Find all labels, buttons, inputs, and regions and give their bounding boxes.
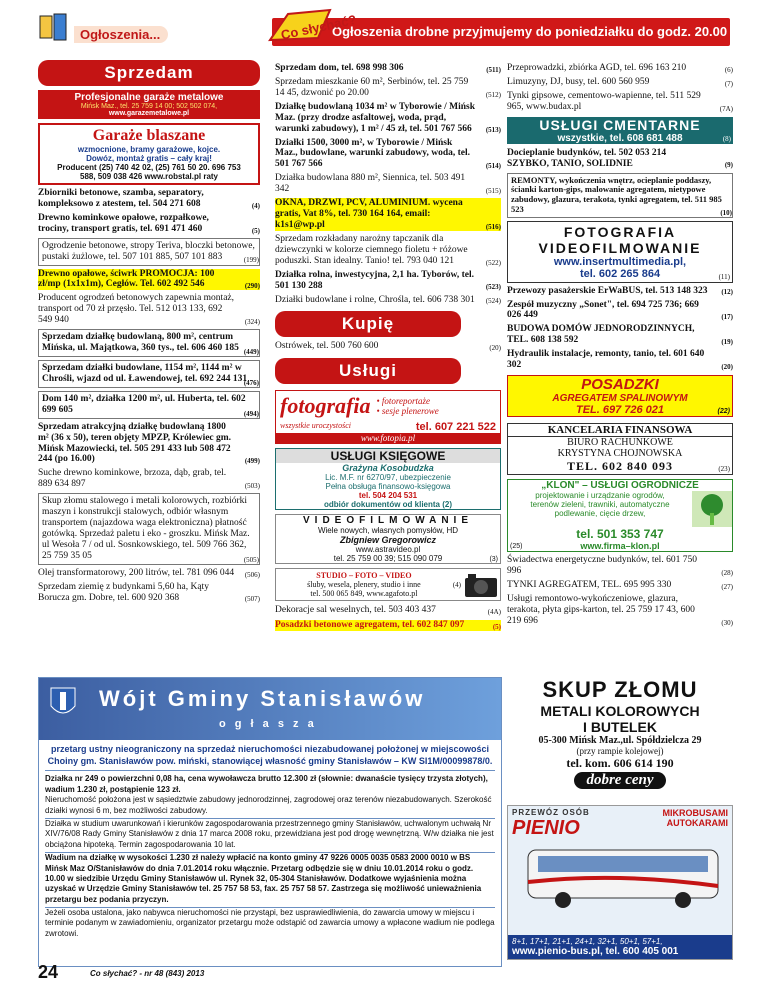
- ad-fotopia: [275, 390, 501, 444]
- classified-ad: [38, 360, 260, 388]
- ad-phone: www.pienio-bus.pl, tel. 600 405 001: [512, 946, 679, 957]
- ad-text: Ostrówek, tel. 500 760 600: [275, 341, 379, 352]
- classified-ad: [507, 324, 733, 346]
- classified-ad: [507, 594, 733, 627]
- ad-text: Sprzedam działkę budowlaną, 800 m², centrum Mińska, ul. Majątkowa, 360 tys., tel. 606 460 185: [42, 332, 239, 354]
- ad-line: BIURO RACHUNKOWE: [567, 437, 673, 449]
- classified-ad: [507, 580, 733, 591]
- ad-number: (494): [243, 409, 259, 418]
- ad-number: (7A): [719, 104, 733, 113]
- announcement-paragraph: Działka w studium uwarunkowań i kierunków zagospodarowania przestrzennego gminy Stanisławów, uchwalonym uchwałą Nr XIV/76/08 Rady Gminy Stanisławów z dnia 17 marca 2008 roku, przewidziana jest pod drogę wewnętrzną. W/w działka nie jest obciążona hipoteką. Termin zagospodarowania 10 lat.: [45, 818, 494, 849]
- ad-number: (522): [485, 258, 501, 267]
- classified-ad: [275, 102, 501, 135]
- ad-title: FOTOGRAFIA: [563, 223, 677, 240]
- ad-www: www.astravideo.pl: [355, 545, 421, 555]
- ad-insertmultimedia: [507, 221, 733, 283]
- camera-icon: [464, 572, 498, 598]
- classified-ad: [275, 234, 501, 267]
- ad-number: (511): [486, 65, 501, 74]
- classified-ad: [38, 238, 260, 266]
- ad-title: USŁUGI KSIĘGOWE: [276, 449, 500, 463]
- ad-line: KRYSTYNA CHOJNOWSKA: [557, 448, 683, 460]
- ad-line: wszystkie uroczystości: [280, 421, 352, 431]
- ad-www: www.fotopia.pl: [276, 433, 500, 443]
- ad-number: (20): [489, 344, 501, 353]
- ad-number: (17): [721, 313, 733, 322]
- ad-line: AUTOKARAMI: [666, 818, 728, 828]
- classified-ad: [507, 300, 733, 322]
- ad-number: (7): [724, 79, 733, 88]
- announcement-lead: przetarg ustny nieograniczony na sprzedaż nieruchomości niezabudowanej położonej w miejscowości Choiny gm. Stanisławów pow. miński, stanowiącej własność gminy Stanisławów – KW SI1M/00099878/0.: [47, 744, 493, 766]
- ad-title: SKUP ZŁOMU: [542, 677, 698, 702]
- ad-phone: Mińsk Maz., tel. 25 759 14 00; 502 502 074,: [80, 103, 218, 110]
- ad-number: (3): [489, 556, 498, 564]
- ad-line: terenów zieleni, trawniki, automatyczne: [530, 500, 670, 510]
- ad-uslugi-cmentarne: [507, 117, 733, 144]
- ad-text: Skup złomu stalowego i metali kolorowych, rozbiórki maszyn i konstrukcji stalowych, odbiór własnym transportem (najazdowa waga elektroniczna) płatność gotówką. Sprzedaż paletu i eko - groszku. Mińsk Maz. ul Wesoła 7 / od ul. Sosnkowskiego, tel. 509 766 362, 25 759 35 05: [42, 496, 250, 561]
- ad-phone: TEL. 602 840 093: [566, 459, 673, 474]
- classified-ad: [275, 173, 501, 195]
- ad-text: Producent ogrodzeń betonowych zapewnia montaż, transport od 70 zł przęsło. Tel. 512 013 133, 692 549 940: [38, 293, 235, 326]
- page-number: 24: [38, 962, 59, 982]
- ad-text: Usługi remontowo-wykończeniowe, glazura, terakota, płyta gips-karton, tel. 25 759 17 43, 600 219 696: [507, 593, 695, 626]
- ad-number: (11): [718, 272, 730, 281]
- ad-number: (503): [244, 482, 260, 491]
- announcement-paragraph: Wadium na działkę w wysokości 1.230 zł należy wpłacić na konto gminy 47 9226 0005 0035 0583 2000 0010 w BS Mińsk Maz O/Stanisławów do dnia 7.01.2014 roku włącznie. Przetarg odbędzie się w dniu 10.01.2014 roku o godz. 10.00 w siedzibie Urzędu Gminy Stanisławów ul. Rynek 32, 05-304 Stanisławów. Dodatkowe wyjaśnienia można uzyskać w Urzędzie Gminy Stanisławów tel. 25 757 58 53, fax. 25 757 58 57. Zastrzega się możliwość unieważnienia przetargu bez podania przyczyn.: [45, 852, 495, 905]
- ad-title: METALI KOLOROWYCH: [540, 703, 700, 719]
- ad-number: (23): [718, 465, 730, 474]
- classified-ad: [38, 568, 260, 579]
- issue-info: Co słychać? - nr 48 (843) 2013: [90, 969, 205, 978]
- classified-ad: [38, 493, 260, 565]
- ad-line: projektowanie i urządzanie ogrodów,: [535, 491, 665, 501]
- ad-number: (4): [251, 201, 260, 210]
- ad-number: (499): [244, 457, 260, 466]
- ad-text: Olej transformatorowy, 200 litrów, tel. 781 096 044: [38, 567, 235, 578]
- ad-line: PRZEWÓZ OSÓB: [512, 808, 590, 817]
- ad-www: www.firma–klon.pl: [580, 541, 660, 552]
- ad-line: odbiór dokumentów od klienta: [323, 500, 440, 510]
- ad-phone: tel. kom. 606 614 190: [566, 756, 674, 770]
- ad-text: Drewno opałowe, ściwrk PROMOCJA: 100 zł/mp (1x1x1m), Cegłów. Tel. 602 492 546: [38, 268, 215, 290]
- classified-ad: [275, 77, 501, 99]
- column-1: [38, 60, 260, 607]
- ad-studio: [275, 568, 501, 601]
- ad-number: (12): [721, 288, 733, 297]
- classified-ad: [507, 91, 733, 113]
- ad-text: Przewozy pasażerskie ErWaBUS, tel. 513 148 323: [507, 285, 708, 296]
- ad-phone: tel. 607 221 522: [415, 421, 496, 434]
- ad-number: (512): [485, 90, 501, 99]
- ad-number: (507): [244, 595, 260, 604]
- classified-list: [38, 188, 260, 604]
- ad-line: 8+1, 17+1, 21+1, 24+1, 32+1, 50+1, 57+1,: [512, 937, 663, 946]
- classified-ad: [275, 605, 501, 616]
- ad-videofilmowanie: [275, 514, 501, 564]
- classified-ad: [507, 555, 733, 577]
- ad-line: (przy rampie kolejowej): [576, 746, 664, 756]
- ad-text: Działkę budowlaną 1034 m² w Tyborowie / Mińsk Maz. (przy drodze asfaltowej, woda, prąd, warunki zabudowy), 1 m² / 45 zł, tel. 501 767 566: [275, 101, 476, 134]
- ad-number: (524): [485, 297, 501, 306]
- classified-ad: [275, 270, 501, 292]
- ad-text: Przeprowadzki, zbiórka AGD, tel. 696 163 210: [507, 63, 687, 73]
- classified-ad: [275, 620, 501, 631]
- ad-text: Sprzedam działki budowlane, 1154 m², 1144 m² w Chrośli, wjazd od ul. Ławendowej, tel. 692 244 131: [42, 362, 248, 384]
- ad-text: Drewno kominkowe opałowe, rozpałkowe, trociny, transport gratis, tel. 691 471 460: [38, 212, 209, 234]
- ad-number: (505): [243, 555, 259, 564]
- ad-posadzki-agregatem: [507, 375, 733, 417]
- ad-text: Działka budowlana 880 m², Siennica, tel. 503 491 342: [275, 173, 466, 195]
- ad-title: Garaże blaszane: [92, 127, 206, 144]
- ad-text: Działki budowlane i rolne, Chrośla, tel. 606 738 301: [275, 294, 475, 305]
- ad-text: Zespół muzyczny „Sonet", tel. 694 725 736; 669 026 449: [507, 299, 699, 321]
- classified-list: [275, 63, 501, 305]
- ad-text: Hydraulik instalacje, remonty, tanio, tel. 601 640 302: [507, 349, 705, 371]
- ad-text: Sprzedam dom, tel. 698 998 306: [275, 63, 404, 73]
- classified-ad: [275, 198, 501, 231]
- ad-text: Świadectwa energetyczne budynków, tel. 601 750 996: [507, 555, 697, 576]
- classified-ad: [38, 188, 260, 210]
- classified-ad: [38, 582, 260, 604]
- ad-line: Dowóz, montaż gratis – cały kraj!: [86, 154, 212, 163]
- ad-number: (5): [251, 226, 260, 235]
- ad-slogan: dobre ceny: [574, 772, 665, 789]
- ad-phone: tel. 25 759 00 39; 515 090 079: [333, 554, 443, 564]
- ad-line: Producent (25) 740 42 02, (25) 761 50 20. 696 753: [57, 163, 241, 172]
- ad-number: (4A): [487, 608, 501, 617]
- ad-title: KANCELARIA FINANSOWA: [508, 424, 732, 437]
- ad-number: (8): [722, 134, 731, 143]
- ad-number: (514): [485, 162, 501, 171]
- ad-line: Grażyna Kosobudzka: [342, 463, 434, 474]
- ad-number: (27): [721, 582, 733, 591]
- ad-text: TYNKI AGREGATEM, TEL. 695 995 330: [507, 579, 672, 590]
- ad-number: (10): [720, 208, 732, 217]
- ad-pienio: [507, 805, 733, 960]
- ad-title: VIDEOFILMOWANIE: [303, 515, 473, 527]
- bus-icon: [508, 842, 732, 910]
- classified-list: [507, 286, 733, 371]
- ad-number: (523): [485, 283, 501, 292]
- classified-ad: [507, 173, 733, 218]
- announcement-paragraph: Działka nr 249 o powierzchni 0,08 ha, cena wywoławcza brutto 12.300 zł (słownie: dwanaście tysięcy trzysta złotych), wadium 1.230 zł, postąpienie 123 zł.: [45, 774, 488, 794]
- ad-line: Wiele nowych, własnych pomysłów, HD: [317, 526, 459, 536]
- classified-ad: [507, 77, 733, 88]
- ad-number: (513): [485, 126, 501, 135]
- ad-logo: PIENIO: [512, 817, 580, 839]
- ad-title: STUDIO – FOTO – VIDEO: [316, 571, 412, 581]
- ad-phone: tel. 602 265 864: [579, 267, 661, 280]
- ad-number: (290): [244, 282, 260, 291]
- ad-title: USŁUGI CMENTARNE: [539, 116, 701, 133]
- magazine-logo: [268, 8, 358, 48]
- ad-text: Limuzyny, DJ, busy, tel. 600 560 959: [507, 76, 650, 87]
- classified-ad: [275, 295, 501, 306]
- ad-title: VIDEOFILMOWANIE: [538, 239, 702, 256]
- ad-text: Sprzedam mieszkanie 60 m², Serbinów, tel. 25 759 14 45, dzwonić po 20.00: [275, 76, 469, 98]
- ad-text: Dekoracje sal weselnych, tel. 503 403 437: [275, 605, 436, 616]
- section-header: [38, 12, 238, 44]
- ad-phone: tel. 500 065 849, www.agafoto.pl: [310, 589, 418, 599]
- ad-text: Sprzedam rozkładany narożny tapczanik dla dziewczynki w kolorze ciemnego fioletu + różowe poduszki. Stan idealny. Tanio! tel. 793 040 121: [275, 233, 468, 266]
- classified-ad: [507, 63, 733, 74]
- ad-line: wzmocnione, bramy garażowe, kojce.: [77, 145, 221, 154]
- ad-skup-zlomu: [507, 677, 733, 799]
- ad-text: OKNA, DRZWI, PCV, ALUMINIUM. wycena gratis, Vat 8%, tel. 730 164 164, email: k1s1@wp.pl: [275, 198, 463, 230]
- ad-phone: TEL. 697 726 021: [575, 404, 665, 417]
- classified-ad: [507, 286, 733, 297]
- ad-number: (506): [244, 570, 260, 579]
- ad-title: POSADZKI: [581, 376, 659, 394]
- heading-uslugi: Usługi: [275, 358, 461, 384]
- ad-text: Suche drewno kominkowe, brzoza, dąb, grab, tel. 889 634 897: [38, 468, 227, 490]
- ad-line: śluby, wesela, plenery, studio i inne: [307, 580, 421, 590]
- ad-text: Zbiorniki betonowe, szamba, separatory, kompleksowo z atestem, tel. 504 271 608: [38, 188, 204, 209]
- ad-line: 588, 509 038 426 www.robstal.pl raty: [80, 172, 218, 181]
- classified-ad: [38, 422, 260, 466]
- ad-number: (20): [721, 363, 733, 371]
- ad-text: Działki 1500, 3000 m², w Tyborowie / Mińsk Maz., budowlane, warunki zabudowy, woda, tel. 501 767 566: [275, 137, 471, 170]
- ad-ksiegowe: [275, 448, 501, 510]
- ad-title: fotografia: [280, 393, 371, 419]
- svg-text:Co słychać?: Co słychać?: [279, 11, 358, 43]
- ad-klon: [507, 479, 733, 552]
- ad-text: BUDOWA DOMÓW JEDNORODZINNYCH, TEL. 608 138 592: [507, 324, 695, 346]
- tree-icon: [692, 491, 732, 527]
- classified-ad: [275, 341, 501, 352]
- ad-number: (25): [510, 543, 523, 551]
- ad-number: (5): [492, 623, 501, 632]
- heading-sprzedam: Sprzedam: [38, 60, 260, 86]
- ad-phone: tel. 501 353 747: [576, 527, 664, 542]
- announcement-paragraph: Jeżeli osoba ustalona, jako nabywca nieruchomości nie przystąpi, bez usprawiedliwienia, do zawarcia umowy w miejscu i terminie podanym w zawiadomieniu, organizator przetargu może odstąpić od zawarcia umowy a wpłacone wadium nie podlega zwrotowi.: [45, 908, 495, 938]
- classified-list: [507, 63, 733, 113]
- ad-text: Działka rolna, inwestycyjna, 2,1 ha. Tyborów, tel. 501 130 288: [275, 269, 474, 291]
- ad-text: Tynki gipsowe, cementowo-wapienne, tel. 511 529 965, www.budax.pl: [507, 90, 701, 112]
- ad-text: Posadzki betonowe agregatem, tel. 602 847 097: [275, 620, 465, 631]
- wojt-announcement: [38, 677, 502, 967]
- ad-line: MIKROBUSAMI: [662, 808, 728, 818]
- classified-ad: [38, 269, 260, 291]
- classified-ad: [507, 148, 733, 170]
- heading-kupie: Kupię: [275, 311, 461, 337]
- classified-ad: [507, 349, 733, 371]
- announcement-paragraph: Nieruchomość położona jest w sąsiedztwie zabudowy jednorodzinnej, zagrodowej oraz terenów niezabudowanych. Szerokość działki wynosi 6 m, bez możliwości zabudowy.: [45, 795, 492, 815]
- classified-ad: [38, 391, 260, 419]
- classified-ad: [275, 63, 501, 74]
- ad-text: Docieplanie budynków, tel. 502 053 214 SZYBKO, TANIO, SOLIDNIE: [507, 147, 667, 169]
- ad-kancelaria: [507, 423, 733, 475]
- ad-line: Zbigniew Gregorowicz: [339, 535, 436, 546]
- ad-number: (449): [243, 347, 259, 356]
- ad-line: Lic. M.F. nr 6270/97, ubezpieczenie: [325, 473, 451, 483]
- ad-phone: wszystkie, tel. 608 681 488: [557, 132, 683, 144]
- ad-garaze-blaszane: [38, 123, 260, 185]
- ad-number: (199): [243, 256, 259, 265]
- ad-www: www.garazemetalowe.pl: [108, 110, 190, 117]
- ad-text: REMONTY, wykończenia wnętrz, ocieplanie poddaszy, ścianki karton-gips, malowanie agregatem, nietypowe zabudowy, glazura, terakota, tynki agregatem, tel. 511 985 523: [511, 174, 722, 214]
- ad-number: (6): [724, 65, 733, 74]
- ad-title: I BUTELEK: [583, 719, 657, 735]
- ad-number: (30): [721, 618, 733, 627]
- ad-title: Profesjonalne garaże metalowe: [74, 92, 224, 103]
- ad-line: • sesje plenerowe: [376, 406, 439, 417]
- ad-number: (2): [442, 500, 452, 510]
- ad-line: • fotoreportaże: [376, 396, 431, 407]
- ad-line: podlewanie, cięcie drzew,: [554, 509, 646, 519]
- ad-number: (22): [717, 408, 730, 416]
- section-label: Ogłoszenia...: [74, 26, 168, 43]
- ad-phone: tel. 504 204 531: [358, 491, 418, 501]
- ad-title: „KLON" – USŁUGI OGRODNICZE: [541, 480, 699, 492]
- ad-number: (476): [243, 378, 259, 387]
- ad-line: AGREGATEM SPALINOWYM: [552, 393, 688, 405]
- ad-number: (9): [724, 161, 733, 170]
- ad-number: (28): [721, 568, 733, 577]
- ad-number: (4): [452, 580, 461, 589]
- classified-ad: [275, 138, 501, 171]
- classified-ad: [38, 468, 260, 490]
- header-banner: Ogłoszenia drobne przyjmujemy do poniedziałku do godz. 20.00: [272, 18, 730, 46]
- ad-line: Pełna obsługa finansowo-księgowa: [325, 482, 451, 492]
- ad-garaze-metalowe: [38, 90, 260, 119]
- column-2: [275, 60, 501, 631]
- ad-number: (515): [485, 187, 501, 196]
- classified-ad: [38, 329, 260, 357]
- ad-number: (516): [485, 222, 501, 231]
- classified-ad: [38, 213, 260, 235]
- ad-www: www.insertmultimedia.pl,: [553, 255, 687, 268]
- coat-of-arms-icon: [49, 686, 77, 720]
- column-3: [507, 60, 733, 630]
- announcement-title: Wójt Gminy Stanisławów: [99, 686, 426, 711]
- announcement-subtitle: o g ł a s z a: [219, 718, 317, 730]
- ad-number: (19): [721, 338, 733, 347]
- ad-text: Ogrodzenie betonowe, stropy Teriva, bloczki betonowe, pustaki żużlowe, tel. 507 101 885, 507 101 883: [42, 240, 255, 262]
- classified-list: [507, 555, 733, 627]
- ad-text: Dom 140 m², działka 1200 m², ul. Huberta, tel. 602 699 605: [42, 393, 246, 415]
- ad-text: Sprzedam ziemię z budynkami 5,60 ha, Kąty Borucza gm. Dobre, tel. 600 920 368: [38, 581, 209, 603]
- classified-ad: [38, 293, 260, 326]
- ad-number: (324): [244, 318, 260, 327]
- ad-text: Sprzedam atrakcyjną działkę budowlaną 1800 m² (36 x 50), teren objęty MPZP, Królewiec gm. Mińsk Mazowiecki, tel. 505 291 433 lub 508 472 244 (po 16.00): [38, 421, 232, 465]
- clip-art-icon: [38, 12, 70, 44]
- ad-address: 05-300 Mińsk Maz.,ul. Spółdzielcza 29: [538, 735, 702, 746]
